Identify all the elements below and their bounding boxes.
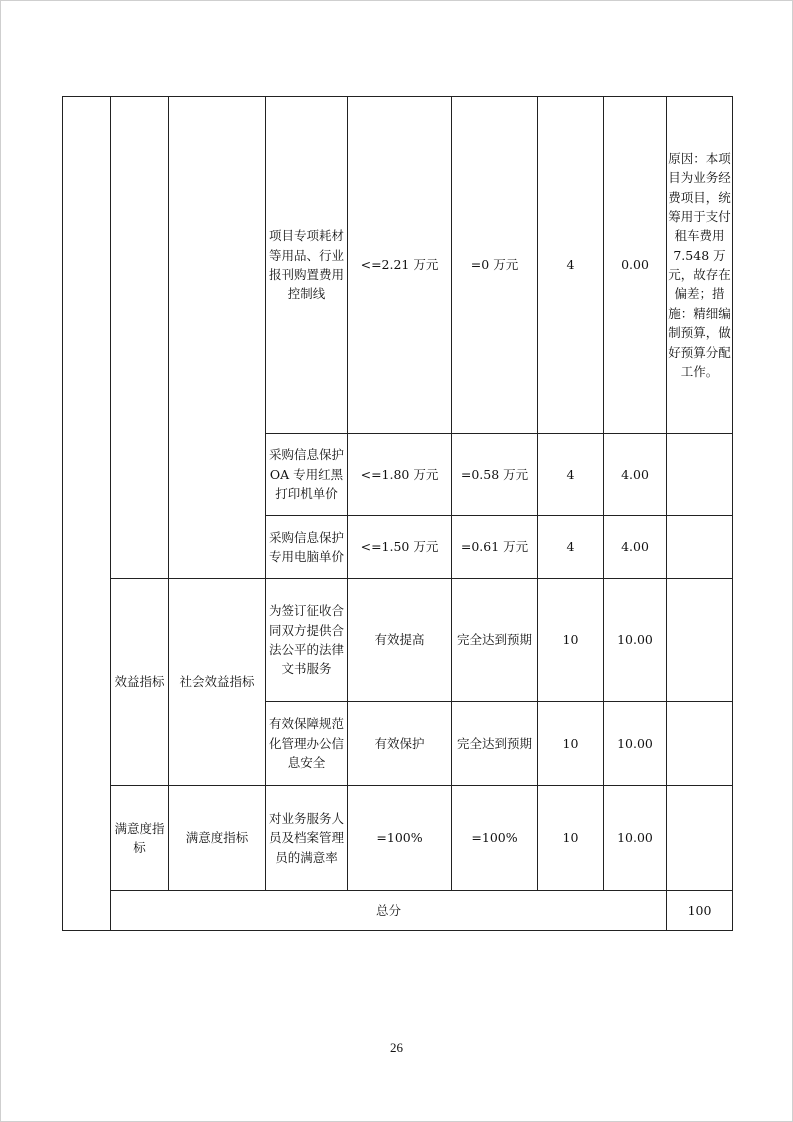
deviation-note-cell xyxy=(667,702,733,786)
indicator-cell: 采购信息保护专用电脑单价 xyxy=(266,516,348,579)
target-value-cell: 有效提高 xyxy=(348,579,452,702)
indicator-cell: 对业务服务人员及档案管理员的满意率 xyxy=(266,786,348,891)
score-cell: 10.00 xyxy=(604,579,667,702)
total-label-cell: 总分 xyxy=(111,891,667,931)
indicator-cell: 项目专项耗材等用品、行业报刊购置费用控制线 xyxy=(266,97,348,434)
target-value-cell: <=1.80 万元 xyxy=(348,434,452,516)
level2-cell-benefit: 社会效益指标 xyxy=(169,579,266,786)
level1-cell-benefit: 效益指标 xyxy=(111,579,169,786)
score-cell: 0.00 xyxy=(604,97,667,434)
indicator-cell: 采购信息保护 OA 专用红黑打印机单价 xyxy=(266,434,348,516)
actual-value-cell: =0.58 万元 xyxy=(452,434,538,516)
deviation-note-cell xyxy=(667,786,733,891)
weight-cell: 4 xyxy=(538,516,604,579)
actual-value-cell: =0.61 万元 xyxy=(452,516,538,579)
score-cell: 10.00 xyxy=(604,786,667,891)
weight-cell: 10 xyxy=(538,579,604,702)
actual-value-cell: =100% xyxy=(452,786,538,891)
score-cell: 10.00 xyxy=(604,702,667,786)
table-row xyxy=(63,97,733,434)
level1-cell-cost xyxy=(111,97,169,579)
level1-cell-satisfaction: 满意度指标 xyxy=(111,786,169,891)
performance-indicator-table xyxy=(62,96,733,931)
page-number: 26 xyxy=(390,1040,403,1055)
actual-value-cell: 完全达到预期 xyxy=(452,702,538,786)
indicator-cell: 为签订征收合同双方提供合法公平的法律文书服务 xyxy=(266,579,348,702)
table-row xyxy=(63,786,733,891)
indicator-cell: 有效保障规范化管理办公信息安全 xyxy=(266,702,348,786)
table-row xyxy=(63,579,733,702)
target-value-cell: 有效保护 xyxy=(348,702,452,786)
actual-value-cell: 完全达到预期 xyxy=(452,579,538,702)
total-row xyxy=(63,891,733,931)
score-cell: 4.00 xyxy=(604,516,667,579)
weight-cell: 4 xyxy=(538,97,604,434)
level2-cell-satisfaction: 满意度指标 xyxy=(169,786,266,891)
weight-cell: 10 xyxy=(538,702,604,786)
level2-cell-cost xyxy=(169,97,266,579)
level0-cell xyxy=(63,97,111,931)
deviation-note-cell xyxy=(667,579,733,702)
target-value-cell: =100% xyxy=(348,786,452,891)
total-weight-cell: 100 xyxy=(667,891,733,931)
deviation-note-cell xyxy=(667,434,733,516)
target-value-cell: <=2.21 万元 xyxy=(348,97,452,434)
actual-value-cell: =0 万元 xyxy=(452,97,538,434)
weight-cell: 4 xyxy=(538,434,604,516)
target-value-cell: <=1.50 万元 xyxy=(348,516,452,579)
deviation-note-cell: 原因：本项目为业务经费项目，统筹用于支付租车费用 7.548 万元，故存在偏差；措施：精细编制预算，做好预算分配工作。 xyxy=(667,97,733,434)
score-cell: 4.00 xyxy=(604,434,667,516)
weight-cell: 10 xyxy=(538,786,604,891)
deviation-note-cell xyxy=(667,516,733,579)
